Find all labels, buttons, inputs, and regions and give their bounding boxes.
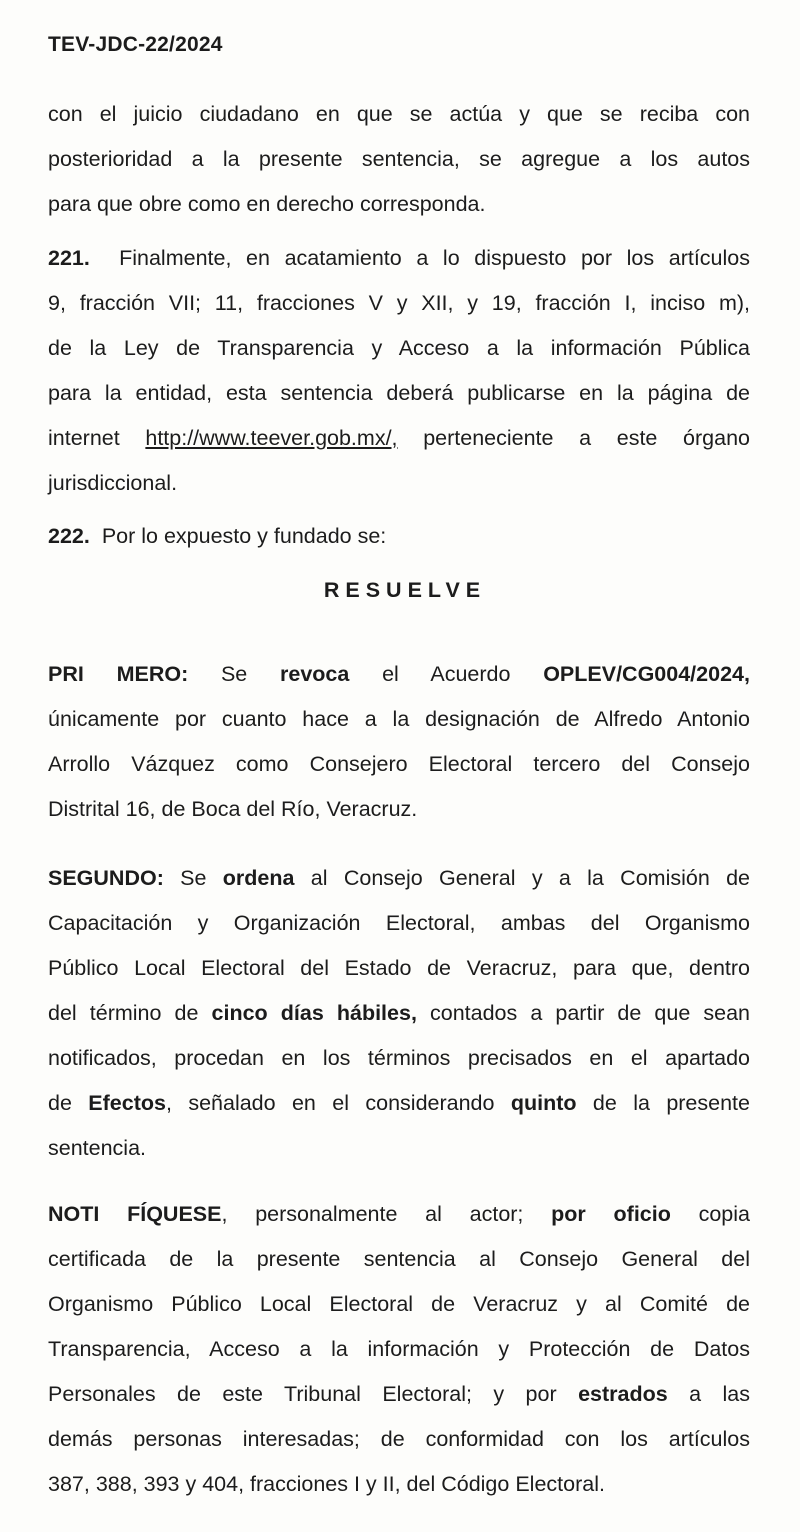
text-span: Personales de este Tribunal Electoral; y por (48, 1382, 579, 1406)
text-line: con el juicio ciudadano en que se actúa y que se reciba con (48, 102, 750, 126)
text-span: revoca (280, 662, 350, 686)
text-line: Organismo Público Local Electoral de Veracruz y al Comité de (48, 1292, 750, 1316)
text-line: certificada de la presente sentencia al Consejo General del (48, 1247, 750, 1271)
text-span: de (48, 1091, 89, 1115)
text-line: para la entidad, esta sentencia deberá publicarse en la página de (48, 381, 750, 405)
text-line: para que obre como en derecho corresponda. (48, 192, 486, 216)
text-line: sentencia. (48, 1136, 147, 1160)
text-line (48, 991, 750, 1036)
text-line (48, 1372, 750, 1417)
paragraph-continuation (48, 92, 750, 227)
text-line: Distrital 16, de Boca del Río, Veracruz. (48, 797, 418, 821)
text-line: notificados, procedan en los términos precisados en el apartado (48, 1046, 750, 1070)
text-line: posterioridad a la presente sentencia, se agregue a los autos (48, 147, 750, 171)
text-line: Capacitación y Organización Electoral, ambas del Organismo (48, 911, 750, 935)
resuelve-heading: RESUELVE (323, 578, 487, 602)
text-span: Efectos (88, 1091, 166, 1115)
resolution-label: PRI MERO: (48, 662, 189, 686)
text-span: Se (163, 866, 223, 890)
text-span: perteneciente a este órgano (397, 426, 750, 450)
paragraph-222 (48, 514, 750, 559)
text-line: Arrollo Vázquez como Consejero Electoral tercero del Consejo (48, 752, 750, 776)
text-line: 387, 388, 393 y 404, fracciones I y II, del Código Electoral. (48, 1472, 605, 1496)
text-line (48, 236, 750, 281)
text-span: a las (667, 1382, 750, 1406)
text-line: 9, fracción VII; 11, fracciones V y XII, y 19, fracción I, inciso m), (48, 291, 750, 315)
text-span: , señalado en el considerando (165, 1091, 511, 1115)
text-line: demás personas interesadas; de conformidad con los artículos (48, 1427, 750, 1451)
text-line (48, 1081, 750, 1126)
text-span: Por lo expuesto y fundado se: (101, 524, 387, 548)
text-span: contados a partir de que sean (416, 1001, 750, 1025)
text-line: de la Ley de Transparencia y Acceso a la información Pública (48, 336, 750, 360)
text-span: el Acuerdo (382, 662, 511, 686)
paragraph-number: 221. (48, 246, 90, 270)
text-span: cinco días hábiles, (211, 1001, 417, 1025)
resolution-primero (48, 652, 750, 832)
notifiquese-paragraph (48, 1192, 750, 1507)
text-span: ordena (222, 866, 295, 890)
text-span: Finalmente, en acatamiento a lo dispuesto por los artículos (119, 246, 750, 270)
text-line (48, 514, 750, 559)
text-line: jurisdiccional. (48, 471, 178, 495)
case-number: TEV-JDC-22/2024 (48, 33, 223, 56)
text-line (48, 856, 750, 901)
text-line (48, 652, 750, 697)
text-span: internet (48, 426, 146, 450)
text-span: del término de (48, 1001, 212, 1025)
text-line: Público Local Electoral del Estado de Veracruz, para que, dentro (48, 956, 750, 980)
text-span: estrados (578, 1382, 668, 1406)
text-line: Transparencia, Acceso a la información y Protección de Datos (48, 1337, 750, 1361)
paragraph-number: 222. (48, 524, 90, 548)
text-span: copia (670, 1202, 750, 1226)
text-span: al Consejo General y a la Comisión de (294, 866, 750, 890)
paragraph-221 (48, 236, 750, 506)
website-link[interactable]: http://www.teever.gob.mx/, (145, 426, 398, 450)
text-span: de la presente (576, 1091, 750, 1115)
resolution-label: NOTI FÍQUESE (48, 1202, 222, 1226)
text-span: Se (220, 662, 248, 686)
text-line (48, 416, 750, 461)
resolution-label: SEGUNDO: (48, 866, 164, 890)
resolution-segundo (48, 856, 750, 1171)
text-span: por oficio (551, 1202, 671, 1226)
text-span: , personalmente al actor; (221, 1202, 552, 1226)
text-span: quinto (510, 1091, 577, 1115)
text-line: únicamente por cuanto hace a la designación de Alfredo Antonio (48, 707, 750, 731)
text-line (48, 1192, 750, 1237)
agreement-id: OPLEV/CG004/2024, (543, 662, 750, 686)
